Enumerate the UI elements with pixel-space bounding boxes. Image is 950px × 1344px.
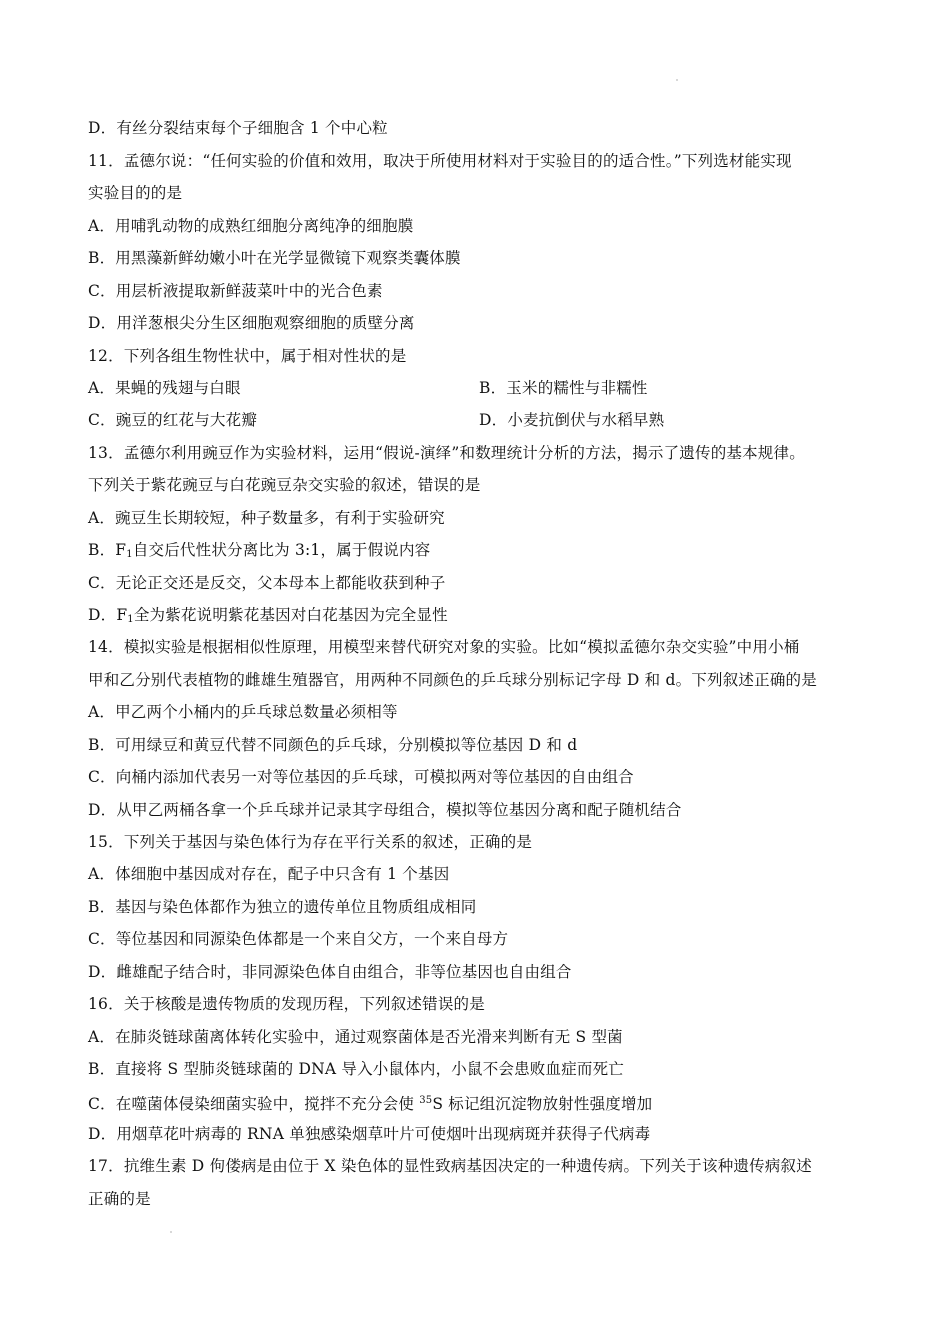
question-16-option-c: C．在噬菌体侵染细菌实验中，搅拌不充分会使 $^{35}$S 标记组沉淀物放射性强度增加 [88,1095,653,1113]
question-14-option-c: C．向桶内添加代表另一对等位基因的乒乓球，可模拟两对等位基因的自由组合 [88,768,634,786]
question-12-option-d: D．小麦抗倒伏与水稻早熟 [479,411,665,429]
question-16-option-d: D．用烟草花叶病毒的 RNA 单独感染烟草叶片可使烟叶出现病斑并获得子代病毒 [88,1125,651,1143]
question-15-option-b: B．基因与染色体都作为独立的遗传单位且物质组成相同 [88,898,477,916]
option-line: D．有丝分裂结束每个子细胞含 1 个中心粒 [88,119,388,137]
scan-dot [170,1231,172,1233]
question-12-option-c: C．豌豆的红花与大花瓣 [88,411,258,429]
question-12-stem: 12．下列各组生物性状中，属于相对性状的是 [88,347,407,365]
question-15-stem: 15．下列关于基因与染色体行为存在平行关系的叙述，正确的是 [88,833,533,851]
question-14-option-d: D．从甲乙两桶各拿一个乒乓球并记录其字母组合，模拟等位基因分离和配子随机结合 [88,801,682,819]
question-12-option-a: A．果蝇的残翅与白眼 [88,379,241,397]
question-11-option-b: B．用黑藻新鲜幼嫩小叶在光学显微镜下观察类囊体膜 [88,249,461,267]
question-17-stem: 17．抗维生素 D 佝偻病是由位于 X 染色体的显性致病基因决定的一种遗传病。下列关于该种遗传病叙述 [88,1157,812,1175]
question-14-option-b: B．可用绿豆和黄豆代替不同颜色的乒乓球，分别模拟等位基因 D 和 d [88,736,578,754]
question-11-option-c: C．用层析液提取新鲜菠菜叶中的光合色素 [88,282,383,300]
question-13-option-c: C．无论正交还是反交，父本母本上都能收获到种子 [88,574,446,592]
question-15-option-c: C．等位基因和同源染色体都是一个来自父方，一个来自母方 [88,930,509,948]
question-12-option-b: B．玉米的糯性与非糯性 [479,379,648,397]
question-11-stem: 11．孟德尔说：“任何实验的价值和效用，取决于所使用材料对于实验目的的适合性。”下列选材能实现 [88,152,792,170]
question-16-stem: 16．关于核酸是遗传物质的发现历程，下列叙述错误的是 [88,995,485,1013]
question-15-option-d: D．雌雄配子结合时，非同源染色体自由组合，非等位基因也自由组合 [88,963,572,981]
question-13-option-d: D．$F_1$全为紫花说明紫花基因对白花基因为完全显性 [88,606,448,625]
question-16-option-a: A．在肺炎链球菌离体转化实验中，通过观察菌体是否光滑来判断有无 S 型菌 [88,1028,623,1046]
question-13-stem-cont: 下列关于紫花豌豆与白花豌豆杂交实验的叙述，错误的是 [88,476,481,494]
question-13-option-a: A．豌豆生长期较短，种子数量多，有利于实验研究 [88,509,445,527]
question-11-stem-cont: 实验目的的是 [88,184,183,202]
question-11-option-d: D．用洋葱根尖分生区细胞观察细胞的质壁分离 [88,314,415,332]
question-14-stem: 14．模拟实验是根据相似性原理，用模型来替代研究对象的实验。比如“模拟孟德尔杂交实验”中用小桶 [88,638,800,656]
question-14-stem-cont: 甲和乙分别代表植物的雌雄生殖器官，用两种不同颜色的乒乓球分别标记字母 D 和 d。下列叙述正确的是 [88,671,817,689]
scan-dot [676,79,678,81]
question-13-option-b: B．$F_1$自交后代性状分离比为 3:1，属于假说内容 [88,541,431,560]
question-15-option-a: A．体细胞中基因成对存在，配子中只含有 1 个基因 [88,865,450,883]
question-11-option-a: A．用哺乳动物的成熟红细胞分离纯净的细胞膜 [88,217,414,235]
question-17-stem-cont: 正确的是 [88,1190,151,1208]
question-14-option-a: A．甲乙两个小桶内的乒乓球总数量必须相等 [88,703,398,721]
question-13-stem: 13．孟德尔利用豌豆作为实验材料，运用“假说-演绎”和数理统计分析的方法，揭示了遗传的基本规律。 [88,444,805,462]
question-16-option-b: B．直接将 S 型肺炎链球菌的 DNA 导入小鼠体内，小鼠不会患败血症而死亡 [88,1060,625,1078]
